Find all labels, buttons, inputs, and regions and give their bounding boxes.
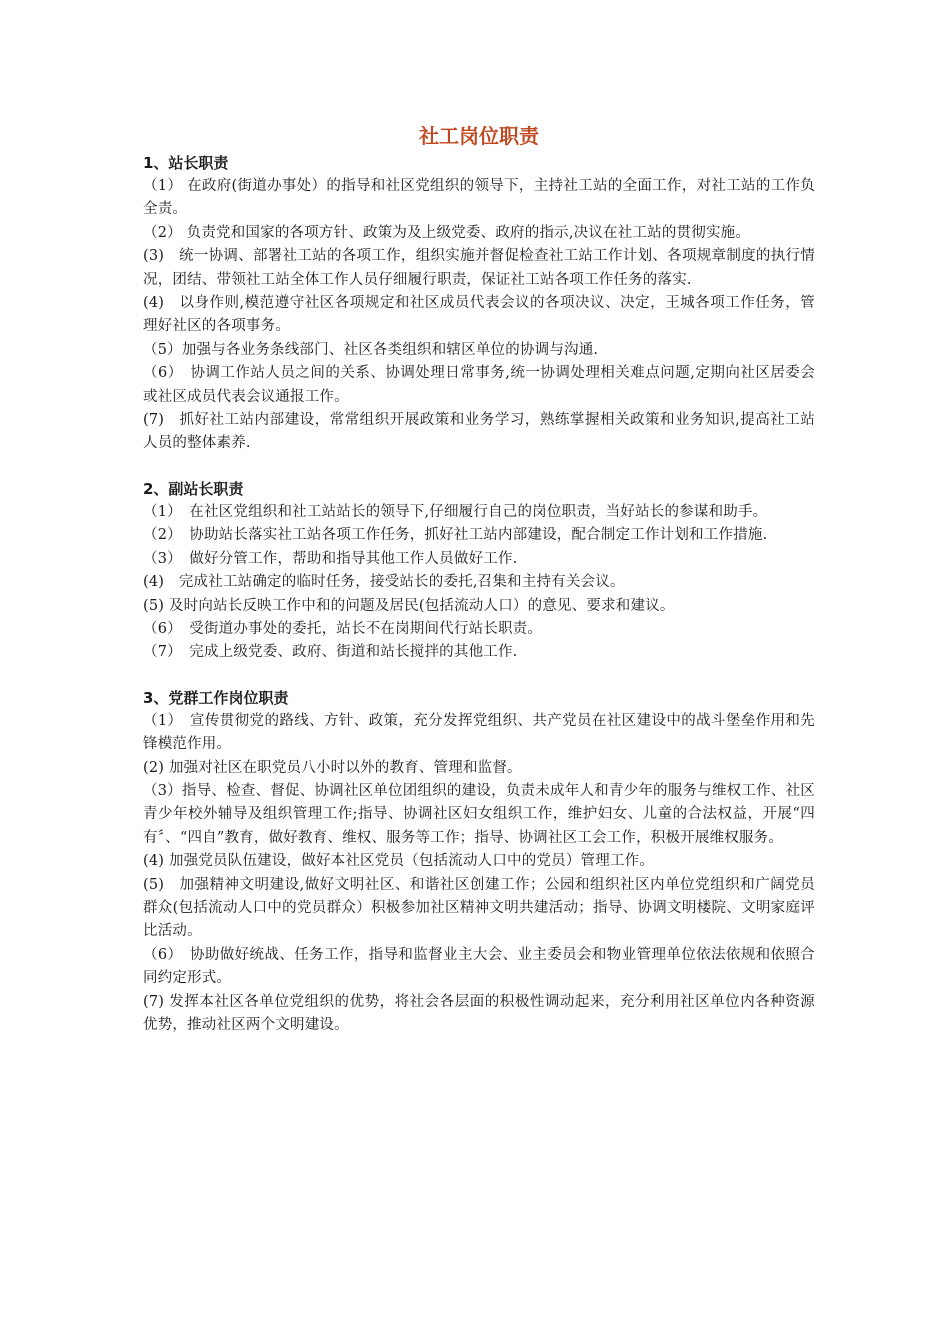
section-party-mass-work (143, 687, 815, 1038)
document-title: 社工岗位职责 (419, 124, 539, 148)
duty-item: （3） 做好分管工作，帮助和指导其他工作人员做好工作. (143, 550, 518, 567)
duty-item: (4) 以身作则,模范遵守社区各项规定和社区成员代表会议的各项决议、决定，王城各项工作任务，管理好社区的各项事务。 (143, 295, 815, 335)
duty-item: (5) 及时向站长反映工作中和的问题及居民(包括流动人口）的意见、要求和建议。 (143, 597, 675, 614)
section-heading: 1、站长职责 (143, 154, 229, 172)
section-heading: 3、党群工作岗位职责 (143, 688, 289, 707)
duty-item: （1） 在政府(街道办事处）的指导和社区党组织的领导下，主持社工站的全面工作，对社工站的工作负全责。 (143, 178, 815, 218)
duty-item: （7） 完成上级党委、政府、街道和站长搅拌的其他工作. (143, 644, 518, 661)
duty-item: (7) 发挥本社区各单位党组织的优势，将社会各层面的积极性调动起来，充分利用社区单位内各种资源优势，推动社区两个文明建设。 (143, 993, 815, 1033)
duty-item: （5）加强与各业务条线部门、社区各类组织和辖区单位的协调与沟通. (143, 341, 599, 358)
section-heading: 2、副站长职责 (143, 479, 244, 498)
duty-item: （1） 在社区党组织和社工站站长的领导下,仔细履行自己的岗位职责，当好站长的参谋和助手。 (143, 503, 768, 520)
section-station-chief (143, 152, 815, 456)
duty-item: (5) 加强精神文明建设,做好文明社区、和谐社区创建工作；公园和组织社区内单位党组织和广阔党员群众(包括流动人口中的党员群众）积极参加社区精神文明共建活动；指导、协调文明楼院、文明家庭评比活动。 (143, 876, 815, 940)
duty-item: (2) 加强对社区在职党员八小时以外的教育、管理和监督。 (143, 759, 522, 776)
duty-item: （3）指导、检查、督促、协调社区单位团组织的建设，负责未成年人和青少年的服务与维权工作、社区青少年校外辅导及组织管理工作;指导、协调社区妇女组织工作，维护妇女、儿童的合法权益，开展“四有〞、“四自”教育，做好教育、维权、服务等工作；指导、协调社区工会工作，积极开展维权服务。 (143, 782, 815, 846)
duty-item: (4) 完成社工站确定的临时任务，接受站长的委托,召集和主持有关会议。 (143, 574, 625, 591)
section-deputy-chief (143, 478, 815, 665)
duty-item: (4) 加强党员队伍建设，做好本社区党员（包括流动人口中的党员）管理工作。 (143, 853, 655, 870)
duty-item: （2） 负责党和国家的各项方针、政策为及上级党委、政府的指示,决议在社工站的贯彻实施。 (143, 224, 751, 241)
document-page (143, 120, 815, 1059)
duty-item: （1） 宣传贯彻党的路线、方针、政策，充分发挥党组织、共产党员在社区建设中的战斗堡垒作用和先锋模范作用。 (143, 712, 815, 753)
duty-item: (7) 抓好社工站内部建设，常常组织开展政策和业务学习，熟练掌握相关政策和业务知识,提高社工站人员的整体素养. (143, 412, 815, 452)
duty-item: （2） 协助站长落实社工站各项工作任务，抓好社工站内部建设，配合制定工作计划和工作措施. (143, 527, 768, 544)
duty-item: （6） 协助做好统战、任务工作，指导和监督业主大会、业主委员会和物业管理单位依法依规和依照合同约定形式。 (143, 946, 815, 987)
duty-item: （6） 协调工作站人员之间的关系、协调处理日常事务,统一协调处理相关难点问题,定期向社区居委会或社区成员代表会议通报工作。 (143, 365, 815, 405)
duty-item: (3) 统一协调、部署社工站的各项工作，组织实施并督促检查社工站工作计划、各项规章制度的执行情况，团结、带领社工站全体工作人员仔细履行职责，保证社工站各项工作任务的落实. (143, 248, 815, 288)
duty-item: （6） 受街道办事处的委托，站长不在岗期间代行站长职责。 (143, 620, 543, 637)
